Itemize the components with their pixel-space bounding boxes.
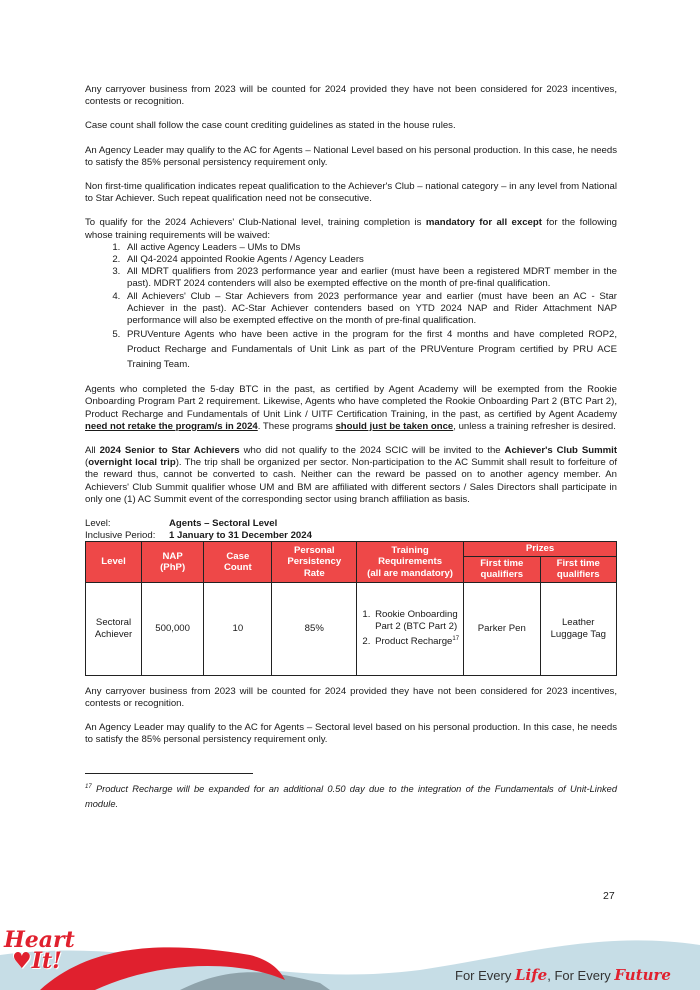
header-text: Persistency [287, 556, 342, 568]
text-run: ). The trip shall be organized per sector. Non-participation to the AC Summit shall result to forfeiture of the reward thus, cannot be converted to cash. Neither can the reward be passed on to another agency member. An Achievers' Club Summit qualifier whose UM and BM are affiliated with different sectors / Sales Directors shall participate in only one (1) AC Summit event of the corresponding sector using branch affiliation as basis. [85, 457, 617, 505]
carryover-paragraph-sectoral: Any carryover business from 2023 will be counted for 2024 provided they have not been considered for 2023 incentives, contests or recognition. [85, 685, 617, 709]
training-text: Product Recharge [375, 636, 453, 648]
header-prizes: Prizes [464, 542, 617, 557]
text-run: . These programs [257, 420, 336, 432]
emphasis: 2024 Senior to Star Achievers [99, 445, 240, 457]
cell-level: Sectoral Achiever [86, 582, 142, 675]
list-item: 2. All Q4-2024 appointed Rookie Agents / Agency Leaders [123, 254, 617, 266]
tagline-text: For Every [455, 968, 515, 983]
header-text: Case [226, 550, 250, 562]
cell-case-count: 10 [204, 582, 272, 675]
waiver-list [85, 242, 617, 372]
summit-paragraph [85, 445, 617, 506]
period-label: Inclusive Period: [85, 529, 156, 541]
list-item: 3. All MDRT qualifiers from 2023 performance year and earlier (must have been a registered MDRT member in the past). MDRT 2024 contenders will also be exempted effective on the month of pre-final qualification. [123, 266, 617, 290]
header-training [357, 542, 464, 583]
text-run: Agents who completed the 5-day BTC in the past, as certified by Agent Academy will be exempted from the Rookie Onboarding Program Part 2 requirement. Likewise, Agents who have completed the Rookie Onboarding Part 2 (BTC Part 2), Product Recharge and Fundamentals of Unit Link / UITF Certification Training, in the past, as certified by Agent Academy [85, 384, 617, 420]
level-value: Agents – Sectoral Level [169, 518, 278, 530]
training-requirement-paragraph [85, 217, 617, 241]
footnote-ref: 17 [452, 636, 460, 643]
training-item: 1. Rookie Onboarding Part 2 (BTC Part 2) [373, 609, 461, 633]
level-label: Level: [85, 518, 111, 530]
level-meta [85, 518, 617, 541]
tagline-script: Future [614, 966, 671, 984]
cell-persistency: 85% [272, 582, 357, 675]
agency-leader-sectoral-paragraph: An Agency Leader may qualify to the AC for Agents – Sectoral level based on his personal production. In this case, he needs to satisfy the 85% personal persistency requirement only. [85, 722, 617, 746]
text-run: To qualify for the 2024 Achievers' Club-National level, training completion is [85, 217, 426, 229]
emphasis: overnight local trip [88, 457, 176, 469]
text-run: , unless a training refresher is desired. [453, 420, 616, 432]
header-level: Level [86, 542, 142, 583]
logo-text: Heart [4, 927, 75, 953]
text-run: for the following whose training requirements will be waived: [85, 217, 617, 241]
header-text: Requirements [378, 556, 443, 568]
emphasis: mandatory for all except [425, 217, 542, 229]
btc-exemption-paragraph [85, 384, 617, 433]
text-run: ( [85, 457, 89, 469]
heart-it-logo [4, 927, 75, 974]
footnote-text: Product Recharge will be expanded for an additional 0.50 day due to the integration of the Fundamentals of Unit-Linked module. [85, 783, 617, 809]
header-text: Rate [303, 567, 325, 579]
header-text: Training [391, 544, 429, 556]
header-text: (PhP) [160, 562, 186, 574]
document-body [85, 84, 617, 812]
header-nap [142, 542, 204, 583]
emphasis: need not retake the program/s in 2024 [85, 420, 258, 432]
header-text: (all are mandatory) [367, 567, 453, 579]
cell-training [357, 582, 464, 675]
footnote-divider [85, 773, 253, 774]
footnote [85, 780, 617, 812]
tagline-script: Life [514, 966, 548, 984]
header-text: Count [223, 562, 252, 574]
training-item [373, 633, 461, 648]
list-item: 1. All active Agency Leaders – UMs to DMs [123, 242, 617, 254]
sectoral-requirements-table [85, 541, 617, 676]
tagline [455, 966, 671, 984]
header-case-count [204, 542, 272, 583]
header-persistency [272, 542, 357, 583]
case-count-paragraph: Case count shall follow the case count crediting guidelines as stated in the house rules. [85, 120, 456, 132]
tagline-text: , For Every [547, 968, 615, 983]
list-item: 5. PRUVenture Agents who have been active in the program for the first 4 months and have completed ROP2, Product Recharge and Fundamentals of Unit Link as part of the PRUVenture Program certified by PRU ACE Training Team. [123, 327, 617, 372]
list-item: 4. All Achievers' Club – Star Achievers from 2023 performance year and earlier (must have been an AC - Star Achiever in the past). AC-Star Achiever contenders based on YTD 2024 NAP and Rider Attachment NAP performance will also be exempted effective on the month of pre-final qualification. [123, 291, 617, 328]
cell-nap: 500,000 [142, 582, 204, 675]
text-run: who did not qualify to the 2024 SCIC will be invited to the [239, 445, 505, 457]
header-text: NAP [162, 550, 183, 562]
agency-leader-national-paragraph: An Agency Leader may qualify to the AC for Agents – National Level based on his personal production. In this case, he needs to satisfy the 85% personal persistency requirement only. [85, 144, 617, 168]
page-number: 27 [603, 890, 615, 902]
period-value: 1 January to 31 December 2024 [169, 529, 312, 541]
text-run: All [85, 445, 100, 457]
header-text: Personal [294, 544, 335, 556]
header-prize-first-time-a: First time qualifiers [464, 556, 540, 582]
header-prize-first-time-b: First time qualifiers [540, 556, 617, 582]
cell-prize-a: Parker Pen [464, 582, 540, 675]
emphasis: Achiever's Club Summit [504, 445, 618, 457]
cell-prize-b: Leather Luggage Tag [540, 582, 617, 675]
logo-text: ♥It! [12, 948, 62, 974]
footnote-number: 17 [85, 783, 92, 790]
repeat-qualification-paragraph: Non first-time qualification indicates repeat qualification to the Achiever's Club – national category – in any level from National to Star Achiever. Such repeat qualification need not be consecutive. [85, 181, 617, 205]
table-row [86, 582, 617, 675]
carryover-paragraph: Any carryover business from 2023 will be counted for 2024 provided they have not been considered for 2023 incentives, contests or recognition. [85, 84, 617, 108]
emphasis: should just be taken once [335, 420, 454, 432]
